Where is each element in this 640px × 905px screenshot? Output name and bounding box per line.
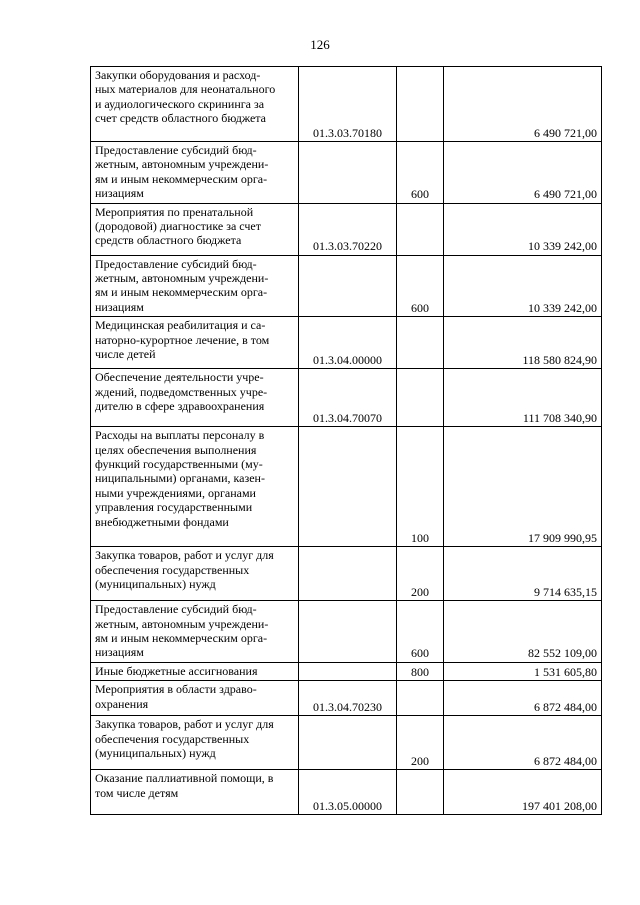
table-row	[91, 369, 602, 427]
row-code-cell: 01.3.03.70180	[299, 67, 397, 142]
row-code-cell: 01.3.04.70070	[299, 369, 397, 427]
row-name-cell: Мероприятия в области здраво- охранения	[91, 681, 299, 716]
page-number: 126	[310, 37, 330, 52]
table-row	[91, 681, 602, 716]
row-amount-cell: 10 339 242,00	[444, 255, 602, 317]
row-type-cell	[397, 203, 444, 255]
row-amount-cell: 6 490 721,00	[444, 142, 602, 204]
row-name-cell: Мероприятия по пренатальной (дородовой) диагностике за счет средств областного бюджета	[91, 203, 299, 255]
row-type-cell: 600	[397, 255, 444, 317]
row-amount-cell: 118 580 824,90	[444, 317, 602, 369]
row-amount-cell: 1 531 605,80	[444, 662, 602, 680]
row-type-cell: 100	[397, 427, 444, 547]
table-row	[91, 601, 602, 663]
row-name-cell: Обеспечение деятельности учре- ждений, подведомственных учре- дителю в сфере здравоохранения	[91, 369, 299, 427]
row-code-cell	[299, 427, 397, 547]
row-code-cell	[299, 255, 397, 317]
table-row	[91, 317, 602, 369]
row-name-cell: Предоставление субсидий бюд- жетным, автономным учреждени- ям и иным некоммерческим орга- низациям	[91, 601, 299, 663]
row-code-cell	[299, 662, 397, 680]
row-amount-cell: 82 552 109,00	[444, 601, 602, 663]
table-row	[91, 547, 602, 601]
row-amount-cell: 6 490 721,00	[444, 67, 602, 142]
table-row	[91, 255, 602, 317]
row-amount-cell: 6 872 484,00	[444, 716, 602, 770]
row-name-cell: Расходы на выплаты персоналу в целях обеспечения выполнения функций государственными (му- ниципальными) органами, казен- ными учреждениями, органами управления государственными внебюджетными фондами	[91, 427, 299, 547]
row-amount-cell: 111 708 340,90	[444, 369, 602, 427]
budget-table	[90, 66, 602, 815]
row-code-cell: 01.3.04.00000	[299, 317, 397, 369]
table-row	[91, 770, 602, 815]
row-name-cell: Закупки оборудования и расход- ных материалов для неонатального и аудиологического скрининга за счет средств областного бюджета	[91, 67, 299, 142]
row-code-cell	[299, 601, 397, 663]
row-code-cell: 01.3.05.00000	[299, 770, 397, 815]
table-row	[91, 67, 602, 142]
row-name-cell: Предоставление субсидий бюд- жетным, автономным учреждени- ям и иным некоммерческим орга- низациям	[91, 142, 299, 204]
row-type-cell: 200	[397, 547, 444, 601]
row-amount-cell: 6 872 484,00	[444, 681, 602, 716]
row-type-cell	[397, 67, 444, 142]
row-type-cell	[397, 770, 444, 815]
table-row	[91, 662, 602, 680]
row-code-cell: 01.3.03.70220	[299, 203, 397, 255]
row-type-cell: 800	[397, 662, 444, 680]
row-amount-cell: 10 339 242,00	[444, 203, 602, 255]
row-code-cell	[299, 716, 397, 770]
table-row	[91, 142, 602, 204]
row-name-cell: Закупка товаров, работ и услуг для обеспечения государственных (муниципальных) нужд	[91, 716, 299, 770]
table-row	[91, 203, 602, 255]
row-name-cell: Предоставление субсидий бюд- жетным, автономным учреждени- ям и иным некоммерческим орга- низациям	[91, 255, 299, 317]
budget-table-body	[91, 67, 602, 815]
row-name-cell: Оказание паллиативной помощи, в том числе детям	[91, 770, 299, 815]
row-amount-cell: 197 401 208,00	[444, 770, 602, 815]
row-name-cell: Закупка товаров, работ и услуг для обеспечения государственных (муниципальных) нужд	[91, 547, 299, 601]
row-type-cell: 600	[397, 142, 444, 204]
row-type-cell: 600	[397, 601, 444, 663]
row-code-cell	[299, 142, 397, 204]
row-name-cell: Иные бюджетные ассигнования	[91, 662, 299, 680]
row-name-cell: Медицинская реабилитация и са- наторно-курортное лечение, в том числе детей	[91, 317, 299, 369]
row-amount-cell: 17 909 990,95	[444, 427, 602, 547]
row-type-cell	[397, 317, 444, 369]
row-amount-cell: 9 714 635,15	[444, 547, 602, 601]
row-type-cell: 200	[397, 716, 444, 770]
row-type-cell	[397, 369, 444, 427]
table-row	[91, 427, 602, 547]
row-code-cell: 01.3.04.70230	[299, 681, 397, 716]
row-code-cell	[299, 547, 397, 601]
table-row	[91, 716, 602, 770]
row-type-cell	[397, 681, 444, 716]
